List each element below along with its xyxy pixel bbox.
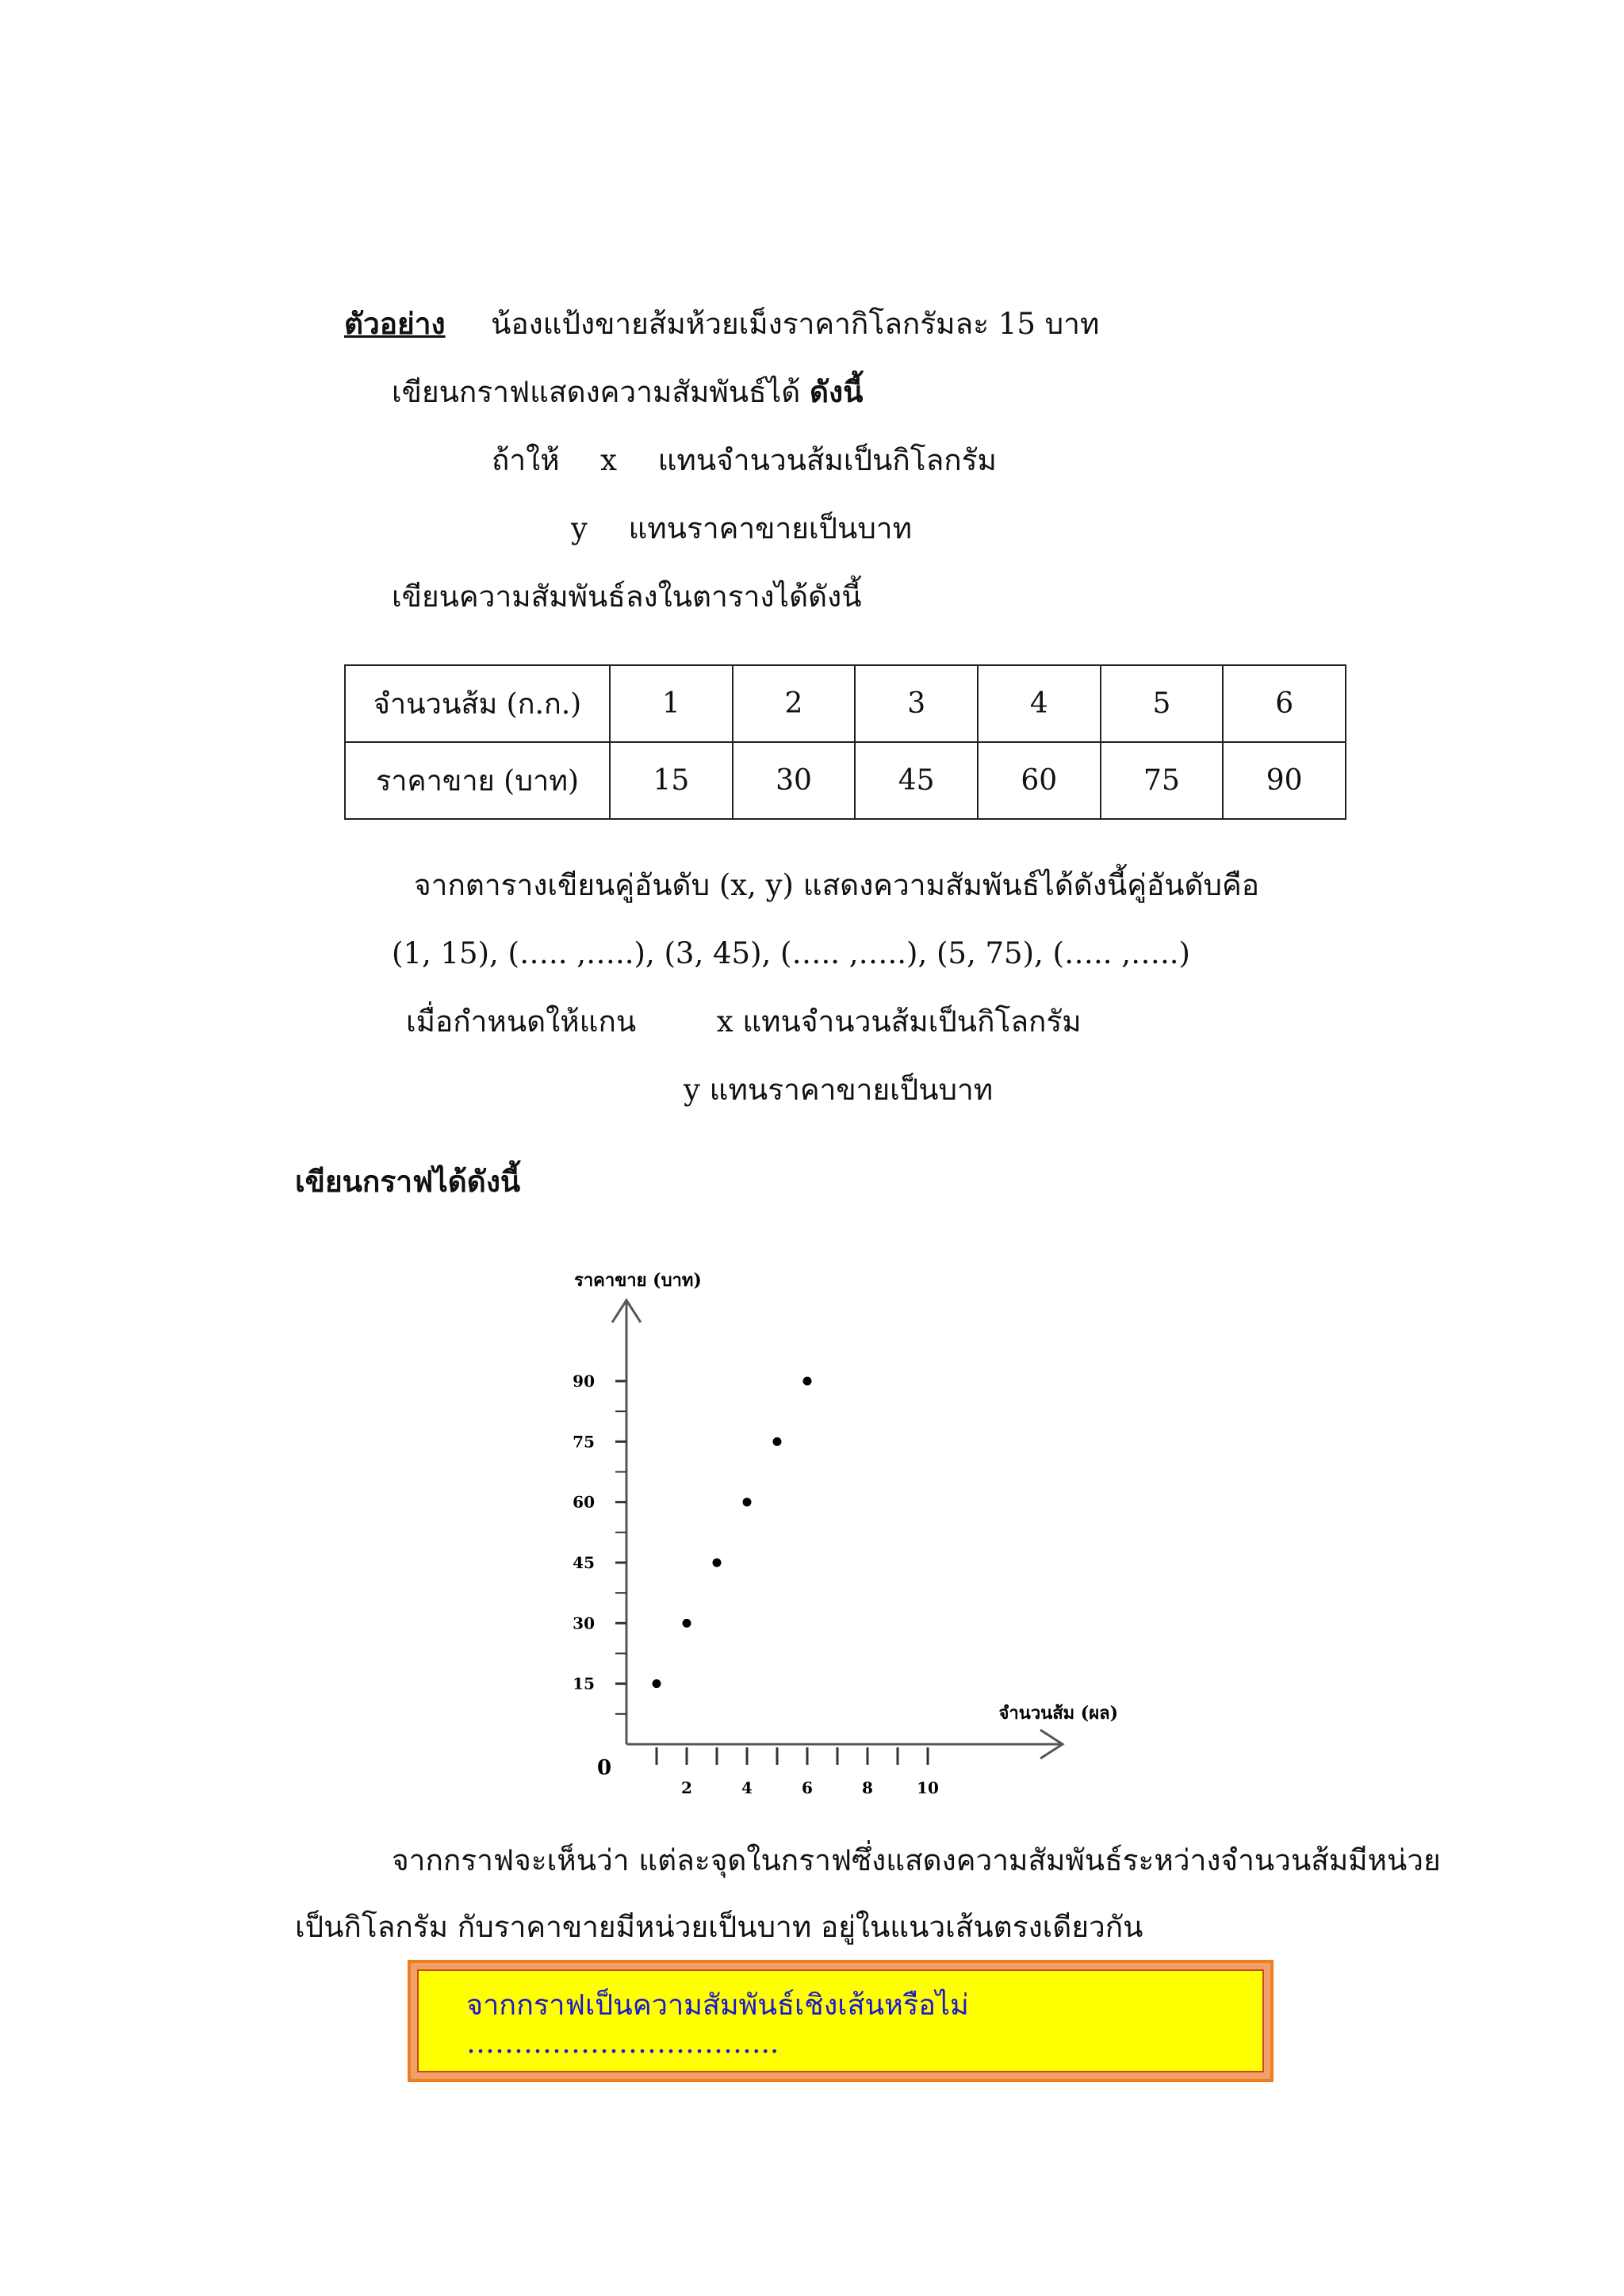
question-text: จากกราฟเป็นความสัมพันธ์เชิงเส้นหรือไม่ …………………………... [466, 1989, 969, 2060]
table-cell: 30 [733, 742, 856, 819]
if-let-text: ถ้าให้ [492, 443, 560, 477]
y-tick-label: 60 [573, 1492, 595, 1512]
x-tick-label: 6 [802, 1778, 813, 1797]
pairs-intro: จากตารางเขียนคู่อันดับ (x, y) แสดงความสัมพันธ์ได้ดังนี้คู่อันดับคือ [414, 868, 1259, 902]
x-tick-label: 2 [681, 1778, 692, 1797]
table-row [345, 742, 1346, 819]
data-point [653, 1679, 661, 1688]
table-cell: 4 [978, 665, 1101, 742]
data-point [803, 1377, 812, 1386]
y-definition-line [571, 511, 912, 545]
table-row-header: ราคาขาย (บาท) [345, 742, 610, 819]
axis-assign-text: เมื่อกำหนดให้แกน [406, 1004, 637, 1039]
y-variable: y [571, 511, 588, 545]
table-cell: 6 [1223, 665, 1346, 742]
table-intro: เขียนความสัมพันธ์ลงในตารางได้ดังนี้ [392, 580, 862, 614]
table-row-header: จำนวนส้ม (ก.ก.) [345, 665, 610, 742]
conclusion-line-1: จากกราฟจะเห็นว่า แต่ละจุดในกราฟซึ่งแสดงความสัมพันธ์ระหว่างจำนวนส้มมีหน่วย [392, 1843, 1441, 1877]
x-variable: x [600, 443, 618, 477]
y-tick-label: 45 [573, 1553, 595, 1572]
y-tick-label: 90 [573, 1372, 595, 1391]
y-tick-label: 75 [573, 1432, 595, 1452]
table-cell: 45 [855, 742, 978, 819]
axis-assign-line [406, 1004, 1082, 1039]
conclusion-line-2: เป็นกิโลกรัม กับราคาขายมีหน่วยเป็นบาท อยู่ในแนวเส้นตรงเดียวกัน [295, 1910, 1143, 1944]
table-cell: 60 [978, 742, 1101, 819]
x-tick-label: 4 [741, 1778, 753, 1797]
y-axis-label: ราคาขาย (บาท) [574, 1270, 702, 1291]
example-text: น้องแป้งขายส้มห้วยเม็งราคากิโลกรัมละ 15 บาท [491, 307, 1100, 341]
intro-line [392, 374, 864, 409]
table-cell: 1 [610, 665, 733, 742]
y-definition: แทนราคาขายเป็นบาท [628, 511, 912, 545]
table-cell: 75 [1101, 742, 1224, 819]
y-tick-label: 30 [573, 1613, 595, 1633]
axis-x-text: x แทนจำนวนส้มเป็นกิโลกรัม [716, 1004, 1082, 1039]
question-box-inner [417, 1969, 1264, 2072]
intro-text: เขียนกราฟแสดงความสัมพันธ์ได้ [392, 375, 801, 409]
x-tick-label: 8 [862, 1778, 873, 1797]
x-definition-line [492, 443, 997, 477]
data-point [743, 1498, 752, 1506]
example-line [344, 306, 1100, 341]
x-definition: แทนจำนวนส้มเป็นกิโลกรัม [657, 443, 997, 477]
y-tick-label: 15 [573, 1674, 595, 1693]
question-box [408, 1960, 1274, 2082]
graph-heading: เขียนกราฟได้ดังนี้ [295, 1164, 521, 1199]
x-axis-label: จำนวนส้ม (ผล) [998, 1703, 1118, 1724]
data-point [683, 1619, 691, 1628]
scatter-chart [555, 1261, 1126, 1816]
table-cell: 2 [733, 665, 856, 742]
table-cell: 3 [855, 665, 978, 742]
data-point [773, 1437, 782, 1446]
intro-bold: ดังนี้ [810, 374, 864, 409]
table-cell: 90 [1223, 742, 1346, 819]
data-point [713, 1559, 722, 1567]
data-table [344, 664, 1346, 820]
axis-y-line: y แทนราคาขายเป็นบาท [684, 1073, 994, 1107]
x-tick-label: 10 [917, 1778, 939, 1797]
table-cell: 15 [610, 742, 733, 819]
origin-label: 0 [596, 1756, 612, 1780]
pairs-line: (1, 15), (….. ,…..), (3, 45), (….. ,…..), (5, 75), (….. ,…..) [392, 936, 1190, 970]
example-label: ตัวอย่าง [344, 306, 446, 341]
table-cell: 5 [1101, 665, 1224, 742]
table-row [345, 665, 1346, 742]
